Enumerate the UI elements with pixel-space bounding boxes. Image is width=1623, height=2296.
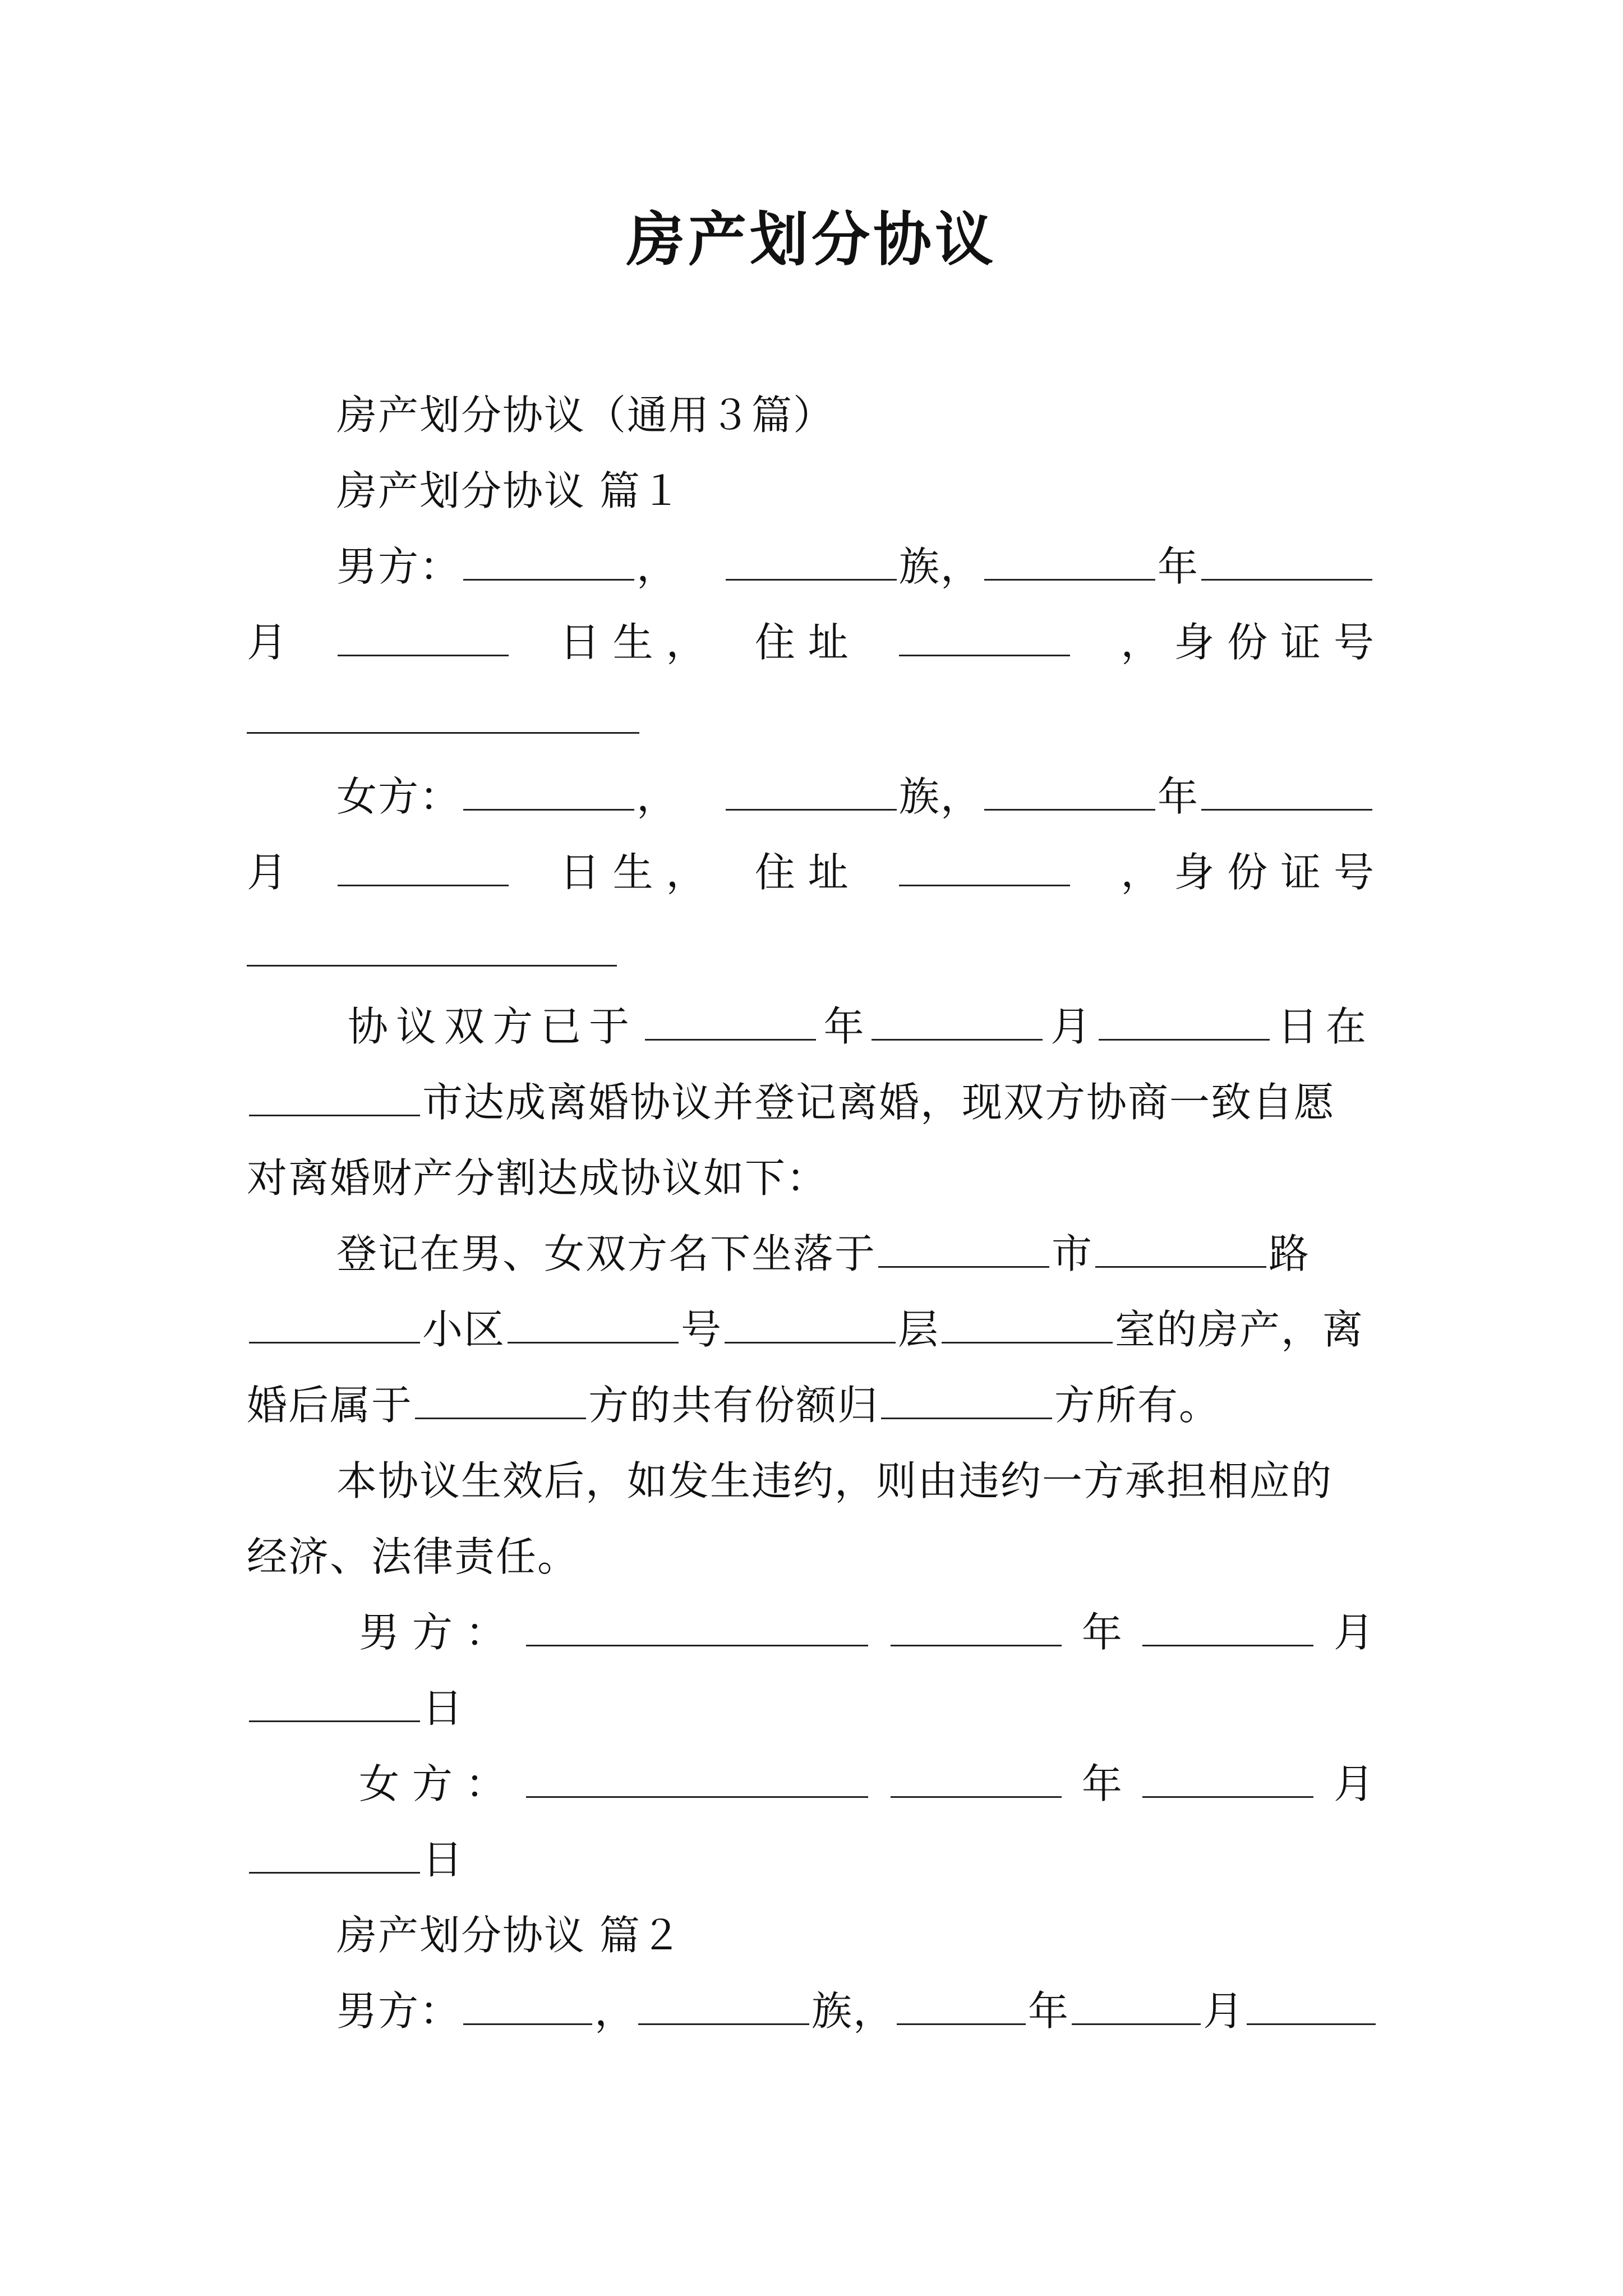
birth-day-blank <box>1247 1990 1376 2025</box>
birth-year-blank <box>984 775 1155 811</box>
name-blank <box>463 1990 592 2025</box>
property-number-blank <box>508 1308 679 1343</box>
property-line3: 婚后属于 方的共有份额归 方所有。 <box>247 1382 1221 1429</box>
birth-month-blank <box>1201 545 1372 581</box>
part1-heading: 房产划分协议 篇１ <box>336 467 683 514</box>
female-info-line2: 月 日 生 ， 住 址 ， 身 份 证 号 <box>247 849 1374 896</box>
sign-month-blank <box>1142 1763 1313 1798</box>
female-signature-line: 女 方 ： 年 月 <box>359 1760 1374 1807</box>
birth-day-blank <box>338 621 509 656</box>
male-signature-line: 男 方 ： 年 月 <box>359 1609 1374 1656</box>
female-label: 女方： <box>336 773 462 820</box>
male-info-line2: 月 日 生 ， 住 址 ， 身 份 证 号 <box>247 619 1374 666</box>
document-subtitle: 房产划分协议（通用３篇） <box>336 392 835 439</box>
id-number-blank <box>247 965 617 967</box>
female-signature-blank <box>526 1763 868 1798</box>
sign-day-blank <box>249 1838 420 1874</box>
city-blank <box>249 1081 420 1116</box>
part2-male-line: 男方： ， 族， 年 月 <box>336 1983 1378 2039</box>
female-info-line1: 女方： ， 族， 年 <box>336 769 1375 825</box>
property-floor-blank <box>725 1308 896 1343</box>
agreement-line2: 市达成离婚协议并登记离婚，现双方协商一致自愿 <box>247 1074 1335 1130</box>
name-blank <box>463 775 634 811</box>
ethnic-blank <box>638 1990 809 2025</box>
male-label: 男方： <box>336 543 462 590</box>
sign-month-blank <box>1142 1611 1313 1646</box>
document-title: 房产划分协议 <box>626 205 997 274</box>
id-number-blank <box>247 732 639 734</box>
party-from-blank <box>415 1384 586 1419</box>
agreement-line3: 对离婚财产分割达成协议如下： <box>247 1154 828 1202</box>
male-signature-blank <box>526 1611 868 1646</box>
property-area-blank <box>249 1308 420 1343</box>
part2-heading: 房产划分协议 篇２ <box>336 1912 683 1959</box>
date-month-blank <box>872 1005 1043 1041</box>
sign-day-blank <box>249 1687 420 1722</box>
date-year-blank <box>645 1005 816 1041</box>
property-road-blank <box>1095 1232 1266 1268</box>
breach-line1: 本协议生效后，如发生违约，则由违约一方承担相应的 <box>336 1457 1333 1504</box>
birth-month-blank <box>1072 1990 1201 2025</box>
birth-year-blank <box>897 1990 1026 2025</box>
ethnic-blank <box>726 775 897 811</box>
property-line2: 小区 号 层 室的房产，离 <box>247 1301 1364 1358</box>
birth-year-blank <box>984 545 1155 581</box>
date-day-blank <box>1099 1005 1270 1041</box>
agreement-line1: 协议双方已于 年 月 日在 <box>348 1003 1374 1050</box>
property-line1: 登记在男、女双方名下坐落于 市 路 <box>336 1230 1311 1277</box>
breach-line2: 经济、法律责任。 <box>247 1533 579 1580</box>
property-city-blank <box>878 1232 1049 1268</box>
party-to-blank <box>881 1384 1052 1419</box>
female-signature-day: 日 <box>247 1832 464 1888</box>
address-blank <box>899 851 1070 886</box>
address-blank <box>899 621 1070 656</box>
ethnic-blank <box>726 545 897 581</box>
name-blank <box>463 545 634 581</box>
birth-day-blank <box>338 851 509 886</box>
male-info-line1: 男方： ， 族， 年 <box>336 539 1375 595</box>
sign-year-blank <box>891 1763 1062 1798</box>
birth-month-blank <box>1201 775 1372 811</box>
sign-year-blank <box>891 1611 1062 1646</box>
male-signature-day: 日 <box>247 1680 464 1736</box>
property-room-blank <box>942 1308 1113 1343</box>
